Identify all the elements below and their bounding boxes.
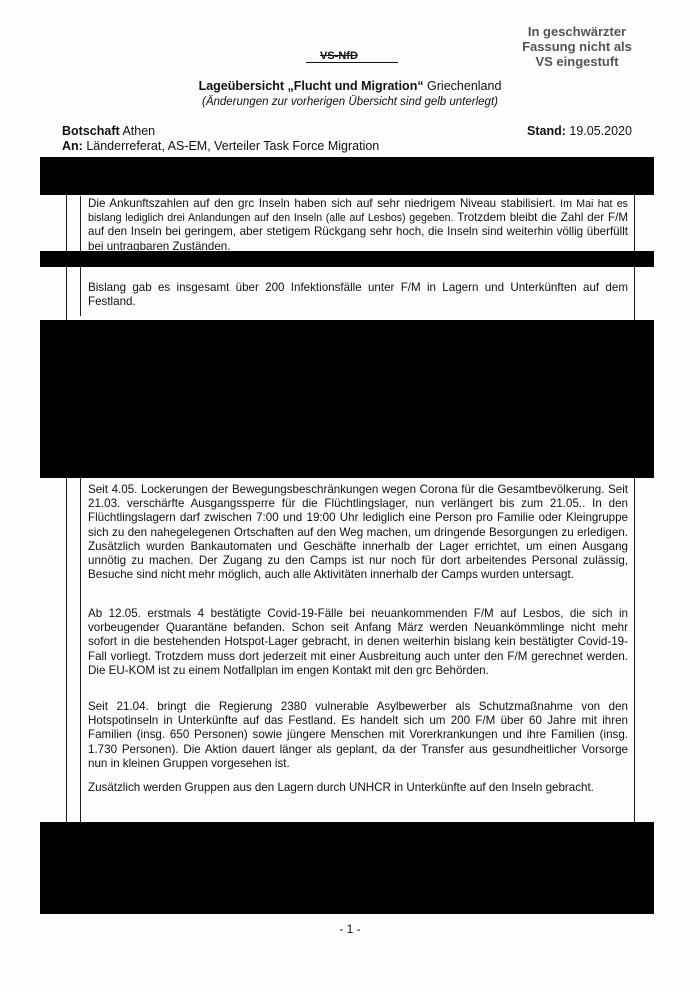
paragraph-text: Trotzdem bleibt die Zahl der F/M auf den Inseln bei geringem, aber stetigem Rückgang sehr hoch, die Inseln sind weiterhin völlig überfüllt bei untragbaren Zuständen. bbox=[88, 211, 628, 253]
stamp-line: Fassung nicht als bbox=[522, 39, 632, 54]
classification-marking: VS-NfD bbox=[320, 50, 358, 62]
recipient-line bbox=[62, 139, 379, 153]
paragraph-covid-cases: Ab 12.05. erstmals 4 bestätigte Covid-19-Fälle bei neuankommenden F/M auf Lesbos, die sich in vorbeugender Quarantäne befanden. Schon seit Anfang März werden Neuankömmlinge nicht mehr sofort in die bestehenden Hotspot-Lager gebracht, in denen weiterhin bislang kein bestätigter Covid-19-Fall vorliegt. Trotzdem muss dort jederzeit mit einer Ausbreitung auch unter den F/M gerechnet werden. Die EU-KOM ist zu einem Notfallplan im engen Kontakt mit den grc Behörden. bbox=[88, 607, 628, 677]
paragraph-unhcr: Zusätzlich werden Gruppen aus den Lagern durch UNHCR in Unterkünfte auf den Inseln gebracht. bbox=[88, 781, 594, 794]
redaction-block bbox=[40, 822, 654, 914]
stamp-line: VS eingestuft bbox=[535, 54, 619, 69]
paragraph-infections: Bislang gab es insgesamt über 200 Infektionsfälle unter F/M in Lagern und Unterkünften auf dem Festland. bbox=[88, 281, 628, 309]
redaction-block bbox=[40, 157, 654, 195]
table-inner-line bbox=[80, 478, 81, 823]
date-label: Stand: bbox=[527, 124, 566, 138]
page-number: - 1 - bbox=[339, 922, 361, 936]
recipient-label: An: bbox=[62, 139, 83, 153]
document-subtitle: (Änderungen zur vorherigen Übersicht sind gelb unterlegt) bbox=[202, 96, 498, 108]
sender-line bbox=[62, 124, 155, 138]
paragraph-small-text: Im Mai hat es bislang lediglich drei Anlandungen auf den Inseln (alle auf Lesbos) gegeben. bbox=[88, 198, 628, 225]
sender-label: Botschaft bbox=[62, 124, 120, 138]
recipient-value: Länderreferat, AS-EM, Verteiler Task Force Migration bbox=[86, 139, 380, 153]
sender-value: Athen bbox=[122, 124, 156, 138]
title-rest: Griechenland bbox=[423, 79, 502, 93]
paragraph-text: Die Ankunftszahlen auf den grc Inseln haben sich auf sehr niedrigem Niveau stabilisiert. bbox=[88, 197, 556, 210]
redaction-block bbox=[40, 320, 654, 478]
title-bold: Lageübersicht „Flucht und Migration“ bbox=[198, 79, 424, 93]
document-title bbox=[0, 79, 700, 93]
date-value: 19.05.2020 bbox=[569, 124, 632, 138]
declassification-stamp bbox=[502, 24, 652, 69]
classification-underline bbox=[306, 62, 398, 63]
paragraph-movement-restrictions: Seit 4.05. Lockerungen der Bewegungsbeschränkungen wegen Corona für die Gesamtbevölkerung. Seit 21.03. verschärfte Ausgangssperre für die Flüchtlingslager, nun verlängert bis zum 21.05.. In den Flüchtlingslagern darf zwischen 7:00 und 19:00 Uhr lediglich eine Person pro Familie oder Kleingruppe sich zu den nahegelegenen Ortschaften auf den Weg machen, um dringende Besorgungen zu erledigen. Zusätzlich wurden Bankautomaten und Geschäfte innerhalb der Lager errichtet, um einen Ausgang unnötig zu machen. Der Zugang zu den Camps ist nur noch für dort arbeitendes Personal zulässig, Besuche sind nicht mehr möglich, auch alle Aktivitäten innerhalb der Camps wurden untersagt. bbox=[88, 483, 628, 582]
paragraph-transfers: Seit 21.04. bringt die Regierung 2380 vulnerable Asylbewerber als Schutzmaßnahme von den Hotspotinseln in Unterkünfte auf das Festland. Es handelt sich um 200 F/M über 60 Jahre mit ihren Familien (insg. 650 Personen) sowie jüngere Menschen mit Vorerkrankungen und ihre Familien (insg. 1.730 Personen). Die Aktion dauert länger als geplant, da der Transfer aus gesundheitlicher Vorsorge nun in kleinen Gruppen vorgesehen ist. bbox=[88, 700, 628, 770]
paragraph-arrivals bbox=[88, 197, 628, 254]
stamp-line: In geschwärzter bbox=[527, 24, 627, 39]
date-line bbox=[527, 124, 632, 138]
